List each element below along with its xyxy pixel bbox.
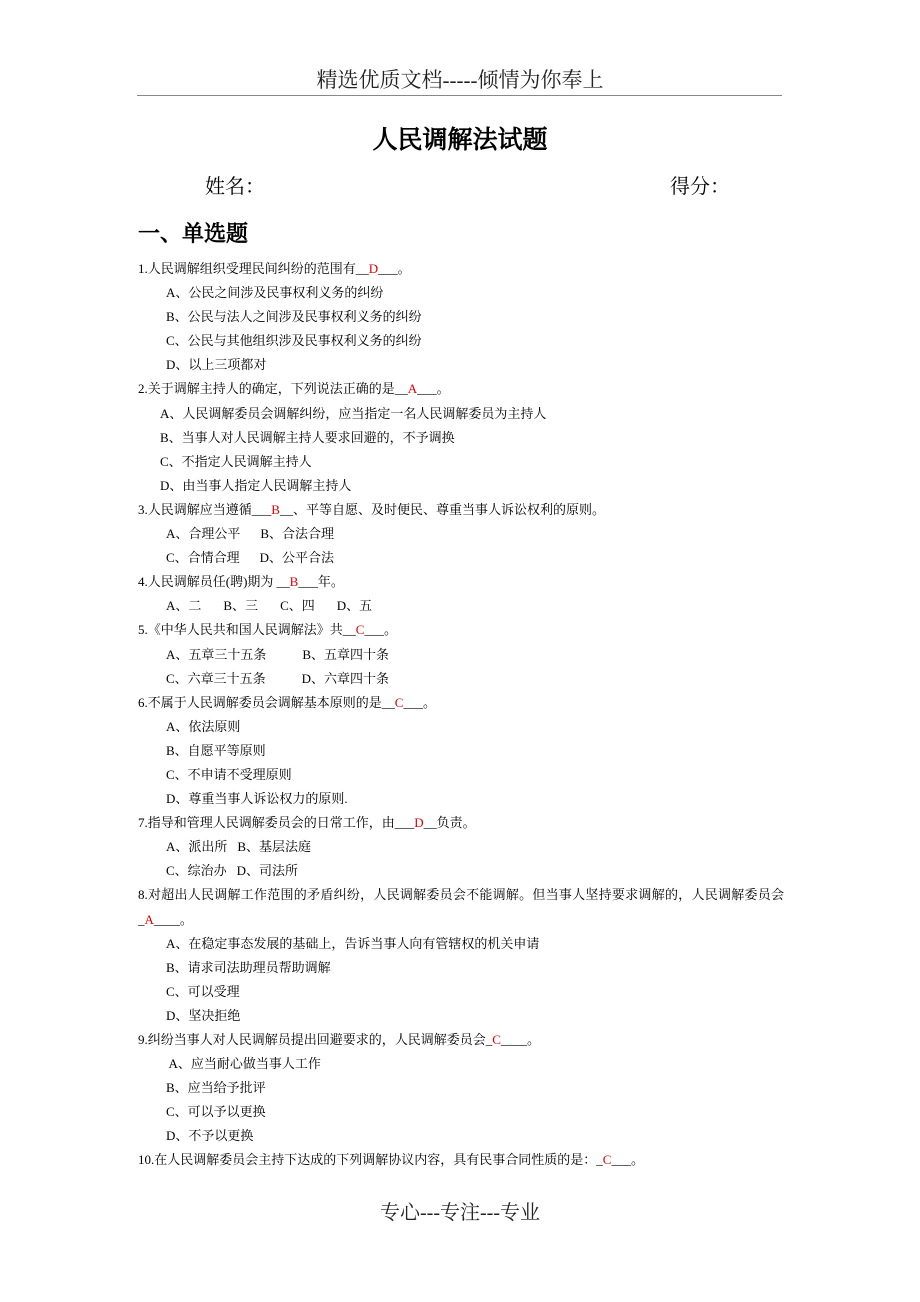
answer-blank: ___ <box>394 815 415 831</box>
question-list <box>138 257 784 1173</box>
question-text: 9.纠纷当事人对人民调解员提出回避要求的，人民调解委员会 <box>138 1032 486 1047</box>
question-suffix: 负责。 <box>436 815 476 831</box>
answer-key: A <box>144 911 154 927</box>
option-item: D、六章四十条 <box>301 670 390 686</box>
question-suffix: 。 <box>179 911 193 927</box>
option-item: A、应当耐心做当事人工作 <box>166 1056 321 1072</box>
option-row <box>138 763 784 787</box>
option-item: D、不予以更换 <box>166 1128 254 1144</box>
option-row <box>138 474 784 498</box>
option-item: C、合情合理 <box>166 550 240 566</box>
section-heading: 一、单选题 <box>138 221 249 246</box>
answer-blank: __ <box>276 574 290 590</box>
option-item: B、合法合理 <box>260 526 335 542</box>
answer-blank: _ <box>485 1032 493 1047</box>
option-row <box>138 932 784 956</box>
option-row <box>138 715 784 739</box>
answer-blank: ___ <box>611 1152 631 1168</box>
option-row <box>138 1052 784 1076</box>
option-item: B、自愿平等原则 <box>166 742 266 758</box>
header-divider <box>137 95 782 96</box>
option-item: D、公平合法 <box>259 550 335 566</box>
question-text: 6.不属于人民调解委员会调解基本原则的是 <box>138 694 382 710</box>
page-title: 人民调解法试题 <box>372 127 548 154</box>
option-row <box>138 739 784 763</box>
question-suffix: 。 <box>422 694 436 710</box>
question-stem <box>138 883 784 931</box>
option-row <box>138 522 784 546</box>
question-suffix: 。 <box>630 1152 644 1168</box>
answer-key: C <box>355 622 365 638</box>
answer-key: D <box>368 261 379 276</box>
question-suffix: 。 <box>383 622 397 638</box>
answer-blank: __ <box>394 381 408 397</box>
question-suffix: 、平等自愿、及时便民、尊重当事人诉讼权利的原则。 <box>292 501 605 517</box>
score-label: 得分： <box>670 176 730 198</box>
option-item: C、四 <box>280 598 315 614</box>
option-row <box>138 1004 784 1028</box>
answer-blank: ____ <box>153 911 180 927</box>
option-item: D、以上三项都对 <box>166 357 267 373</box>
question-text: 7.指导和管理人民调解委员会的日常工作，由 <box>138 815 395 831</box>
answer-key: C <box>394 694 404 710</box>
option-row <box>138 643 784 667</box>
question-stem <box>138 1148 784 1172</box>
question-stem <box>138 618 784 642</box>
answer-blank: __ <box>342 622 356 638</box>
option-item: B、基层法庭 <box>237 839 312 855</box>
option-item: D、司法所 <box>236 863 299 879</box>
question-suffix: 年。 <box>317 574 344 590</box>
answer-key: C <box>492 1032 501 1047</box>
option-row <box>138 787 784 811</box>
answer-key: A <box>407 381 418 397</box>
option-row <box>138 546 784 570</box>
page-footer: 专心---专注---专业 <box>380 1202 540 1224</box>
answer-blank: ___ <box>298 574 318 590</box>
question-text: 2.关于调解主持人的确定，下列说法正确的是 <box>138 381 395 397</box>
option-item: C、可以受理 <box>166 983 240 999</box>
option-row <box>138 667 784 691</box>
question-stem <box>138 691 784 715</box>
option-row <box>138 1100 784 1124</box>
answer-blank: ___ <box>364 622 384 638</box>
question-text: 4.人民调解员任(聘)期为 <box>138 574 277 590</box>
question-stem <box>138 257 784 281</box>
question-stem <box>138 498 784 522</box>
page-header: 精选优质文档-----倾情为你奉上 <box>316 68 604 92</box>
answer-blank: _ <box>596 1152 603 1168</box>
answer-blank: ___ <box>417 381 437 397</box>
option-item: B、当事人对人民调解主持人要求回避的，不予调换 <box>160 429 455 445</box>
answer-blank: ___ <box>378 261 398 276</box>
answer-key: D <box>414 815 424 831</box>
option-item: A、人民调解委员会调解纠纷，应当指定一名人民调解委员为主持人 <box>160 405 547 421</box>
option-item: B、公民与法人之间涉及民事权利义务的纠纷 <box>166 309 422 325</box>
option-row <box>138 1076 784 1100</box>
option-row <box>138 305 784 329</box>
question-stem <box>138 1028 784 1052</box>
question-text: 3.人民调解应当遵循 <box>138 501 252 517</box>
answer-key: B <box>289 574 299 590</box>
option-item: D、坚决拒绝 <box>166 1007 241 1023</box>
question-stem <box>138 570 784 594</box>
option-row <box>138 281 784 305</box>
question-text: 5.《中华人民共和国人民调解法》共 <box>138 622 343 638</box>
option-item: D、五 <box>336 598 373 614</box>
question-text: 1.人民调解组织受理民间纠纷的范围有 <box>138 261 356 276</box>
option-row <box>138 980 784 1004</box>
question-text: 8.对超出人民调解工作范围的矛盾纠纷，人民调解委员会不能调解。但当事人坚持要求调解的，人民调解委员会 <box>138 887 784 903</box>
option-item: C、公民与其他组织涉及民事权利义务的纠纷 <box>166 333 422 349</box>
option-item: C、综治办 <box>166 863 227 879</box>
answer-blank: ___ <box>403 694 423 710</box>
option-item: C、可以予以更换 <box>166 1104 266 1120</box>
option-row <box>138 1124 784 1148</box>
option-row <box>138 956 784 980</box>
option-row <box>138 594 784 618</box>
option-row <box>138 859 784 883</box>
option-item: C、六章三十五条 <box>166 670 266 686</box>
option-row <box>138 353 784 377</box>
answer-key: B <box>271 501 280 517</box>
answer-blank: _ <box>138 911 145 927</box>
answer-blank: ___ <box>251 501 272 517</box>
question-stem <box>138 811 784 835</box>
answer-blank: __ <box>279 501 293 517</box>
option-row <box>138 329 784 353</box>
option-item: C、不指定人民调解主持人 <box>160 453 312 469</box>
question-suffix: 。 <box>436 381 450 397</box>
option-item: C、不申请不受理原则 <box>166 766 292 782</box>
option-item: A、依法原则 <box>166 718 241 734</box>
question-suffix: 。 <box>526 1032 540 1047</box>
answer-blank: __ <box>423 815 437 831</box>
option-item: B、五章四十条 <box>302 646 390 662</box>
question-text: 10.在人民调解委员会主持下达成的下列调解协议内容，具有民事合同性质的是： <box>138 1152 597 1168</box>
option-row <box>138 835 784 859</box>
option-item: A、二 <box>166 598 202 614</box>
option-item: A、五章三十五条 <box>166 646 267 662</box>
answer-key: C <box>602 1152 612 1168</box>
answer-blank: ____ <box>500 1032 527 1047</box>
answer-blank: __ <box>355 261 369 276</box>
option-item: B、三 <box>223 598 259 614</box>
option-item: B、请求司法助理员帮助调解 <box>166 959 331 975</box>
option-row <box>138 450 784 474</box>
question-suffix: 。 <box>397 261 411 276</box>
option-item: A、合理公平 <box>166 526 241 542</box>
option-item: B、应当给予批评 <box>166 1080 266 1096</box>
option-row <box>138 402 784 426</box>
option-item: D、尊重当事人诉讼权力的原则. <box>166 791 348 807</box>
name-label: 姓名： <box>205 176 265 198</box>
question-stem <box>138 377 784 401</box>
option-item: A、派出所 <box>166 839 228 855</box>
answer-blank: __ <box>381 694 395 710</box>
option-item: A、公民之间涉及民事权利义务的纠纷 <box>166 285 384 301</box>
option-item: D、由当事人指定人民调解主持人 <box>160 477 352 493</box>
option-item: A、在稳定事态发展的基础上，告诉当事人向有管辖权的机关申请 <box>166 935 540 951</box>
option-row <box>138 426 784 450</box>
